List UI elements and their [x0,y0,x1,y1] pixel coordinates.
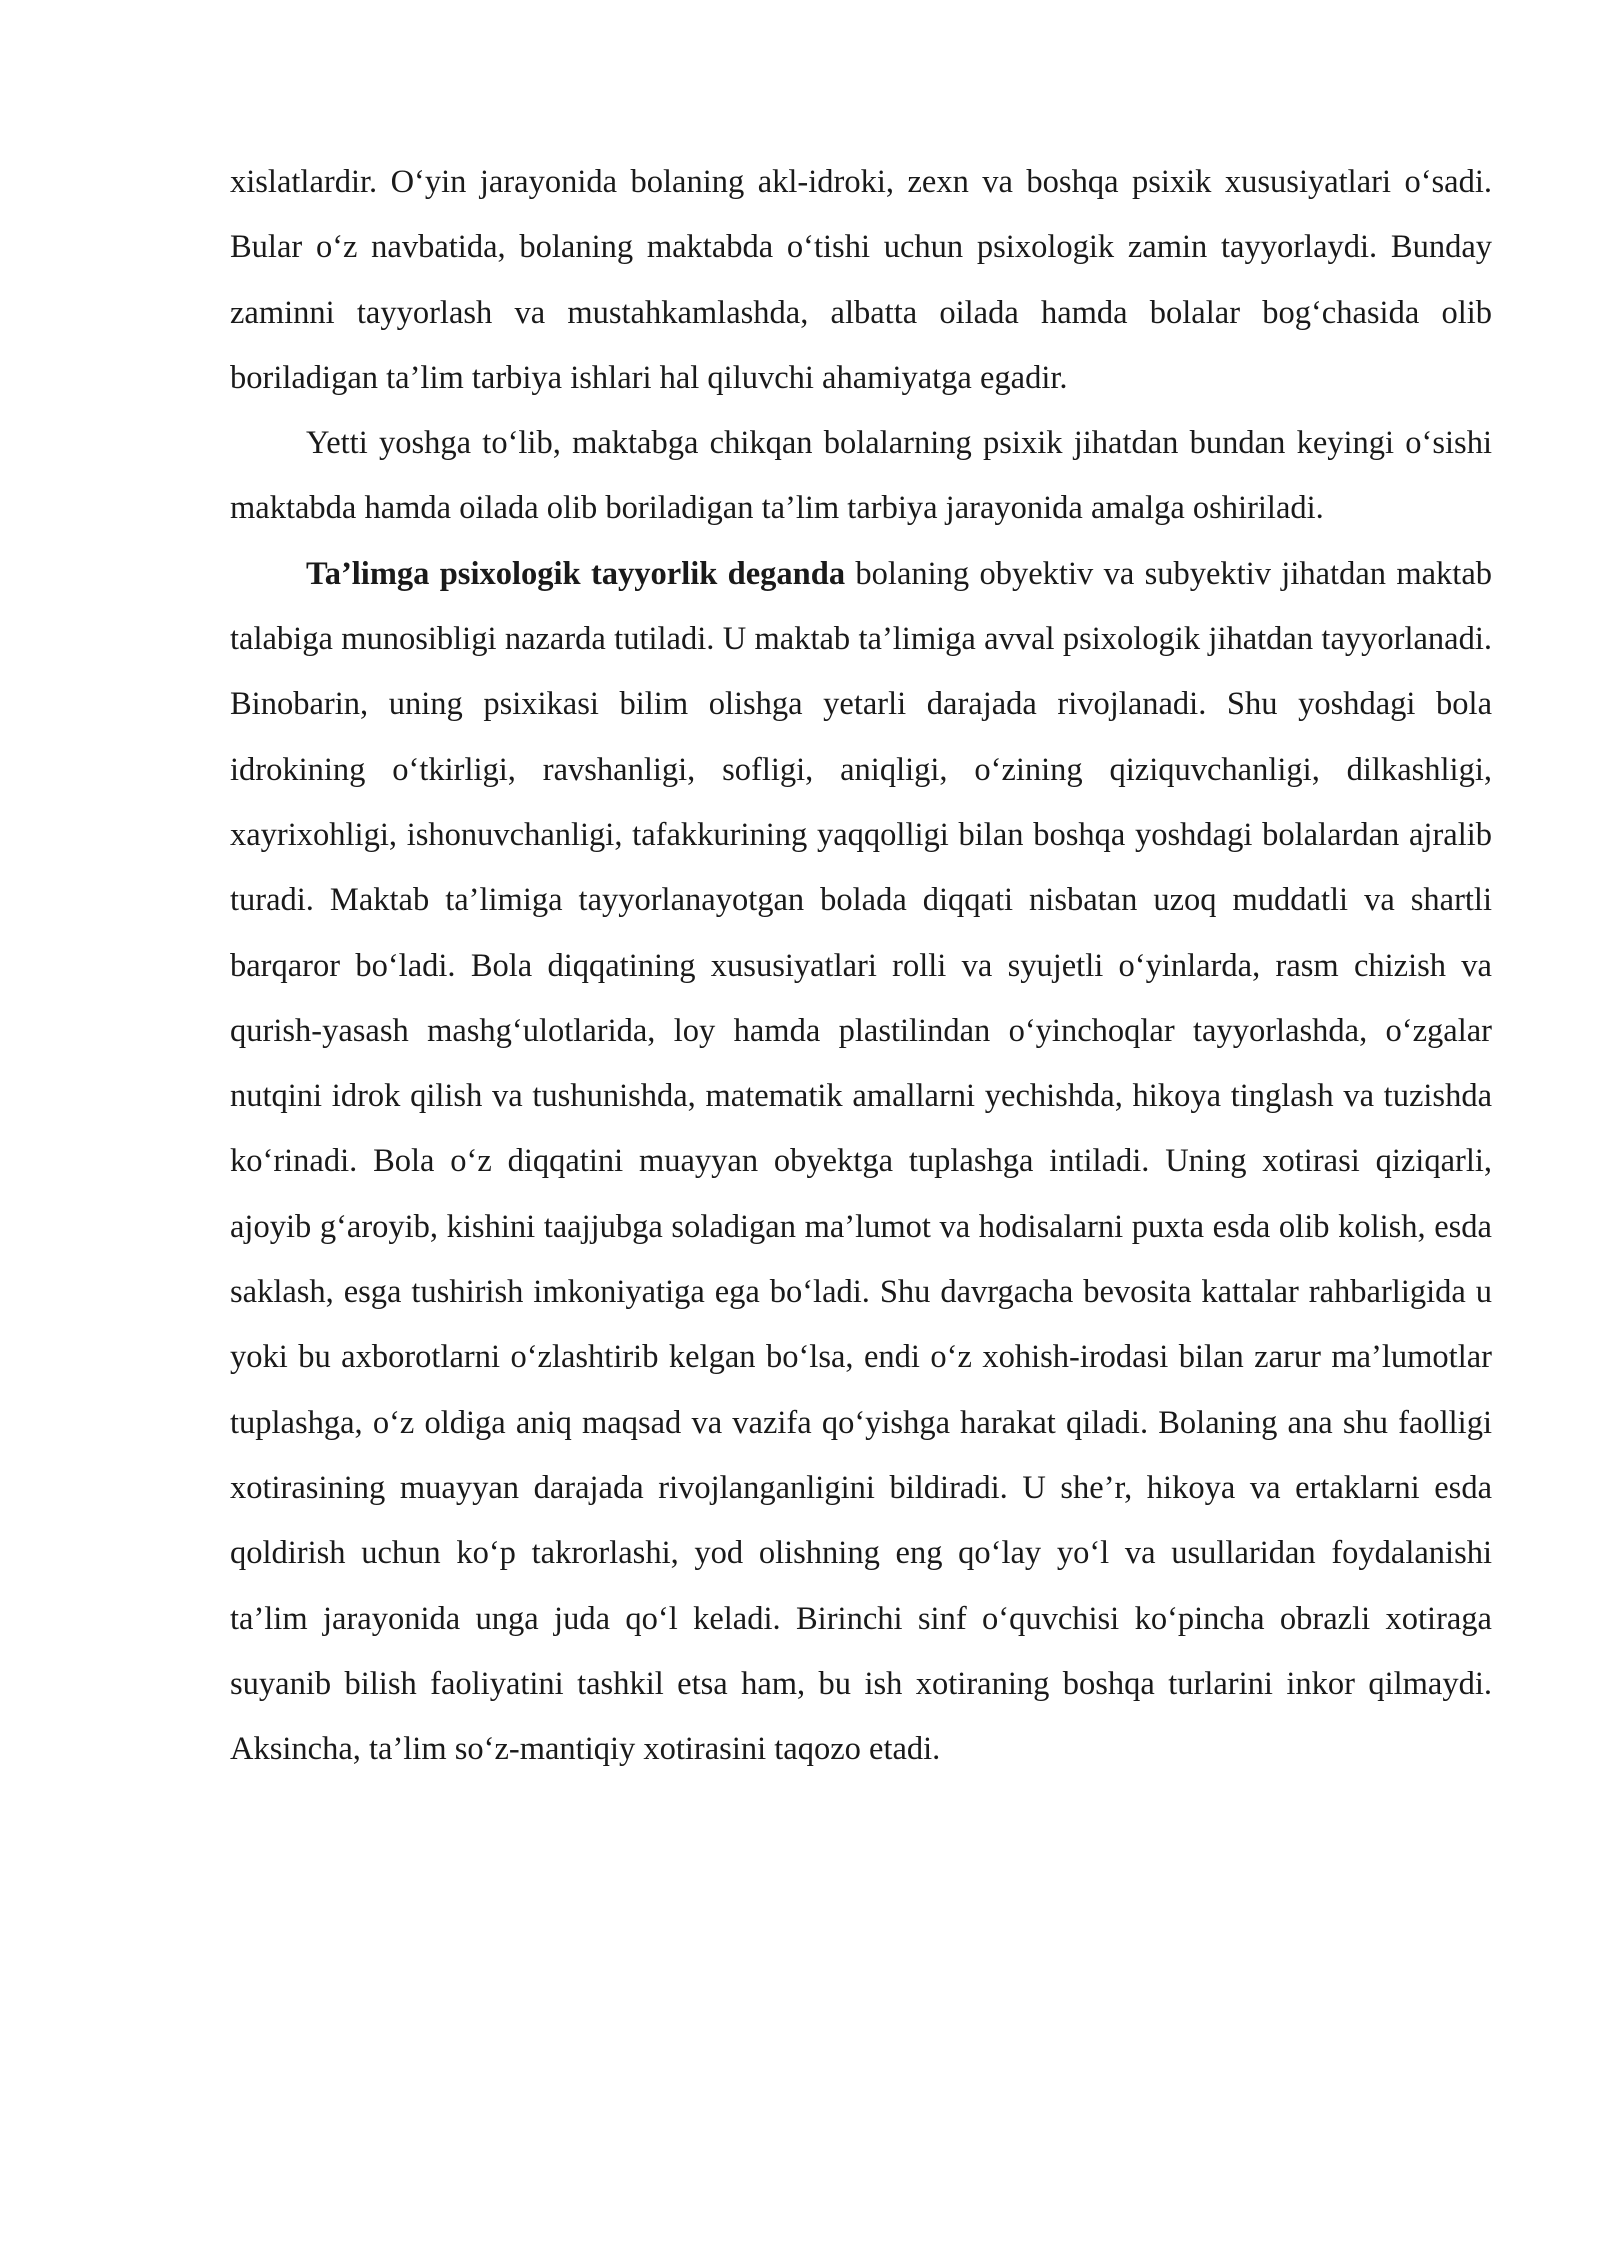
paragraph-1: xislatlardir. O‘yin jarayonida bolaning akl-idroki, zexn va boshqa psixik xususiyatlari o‘sadi. Bular o‘z navbatida, bolaning maktabda o‘tishi uchun psixologik zamin tayyorlaydi. Bunday zaminni tayyorlash va mustahkamlashda, albatta oilada hamda bolalar bog‘chasida olib boriladigan ta’lim tarbiya ishlari hal qiluvchi ahamiyatga egadir. [230,164,1492,396]
paragraph-3-body: bolaning obyektiv va subyektiv jihatdan maktab talabiga munosibligi nazarda tutiladi. U maktab ta’limiga avval psixologik jihatdan tayyorlanadi. Binobarin, uning psixikasi bilim olishga yetarli darajada rivojlanadi. Shu yoshdagi bola idrokining o‘tkirligi, ravshanligi, sofligi, aniqligi, o‘zining qiziquvchanligi, dilkashligi, xayrixohligi, ishonuvchanligi, tafakkurining yaqqolligi bilan boshqa yoshdagi bolalardan ajralib turadi. Maktab ta’limiga tayyorlanayotgan bolada diqqati nisbatan uzoq muddatli va shartli barqaror bo‘ladi. Bola diqqatining xususiyatlari rolli va syujetli o‘yinlarda, rasm chizish va qurish-yasash mashg‘ulotlarida, loy hamda plastilindan o‘yinchoqlar tayyorlashda, o‘zgalar nutqini idrok qilish va tushunishda, matematik amallarni yechishda, hikoya tinglash va tuzishda ko‘rinadi. Bola o‘z diqqatini muayyan obyektga tuplashga intiladi. Uning xotirasi qiziqarli, ajoyib g‘aroyib, kishini taajjubga soladigan ma’lumot va hodisalarni puxta esda olib kolish, esda saklash, esga tushirish imkoniyatiga ega bo‘ladi. Shu davrgacha bevosita kattalar rahbarligida u yoki bu axborotlarni o‘zlashtirib kelgan bo‘lsa, endi o‘z xohish-irodasi bilan zarur ma’lumotlar tuplashga, o‘z oldiga aniq maqsad va vazifa qo‘yishga harakat qiladi. Bolaning ana shu faolligi xotirasining muayyan darajada rivojlanganligini bildiradi. U she’r, hikoya va ertaklarni esda qoldirish uchun ko‘p takrorlashi, yod olishning eng qo‘lay yo‘l va usullaridan foydalanishi ta’lim jarayonida unga juda qo‘l keladi. Birinchi sinf o‘quvchisi ko‘pincha obrazli xotiraga suyanib bilish faoliyatini tashkil etsa ham, bu ish xotiraning boshqa turlarini inkor qilmaydi. Aksincha, ta’lim so‘z-mantiqiy xotirasini taqozo etadi. [230,555,1492,1768]
document-body [230,150,1492,1782]
paragraph-3-bold-term: Ta’limga psixologik tayyorlik deganda [306,555,846,592]
paragraph-2: Yetti yoshga to‘lib, maktabga chikqan bolalarning psixik jihatdan bundan keyingi o‘sishi maktabda hamda oilada olib boriladigan ta’lim tarbiya jarayonida amalga oshiriladi. [230,425,1492,527]
paragraph-3 [230,542,1492,1783]
